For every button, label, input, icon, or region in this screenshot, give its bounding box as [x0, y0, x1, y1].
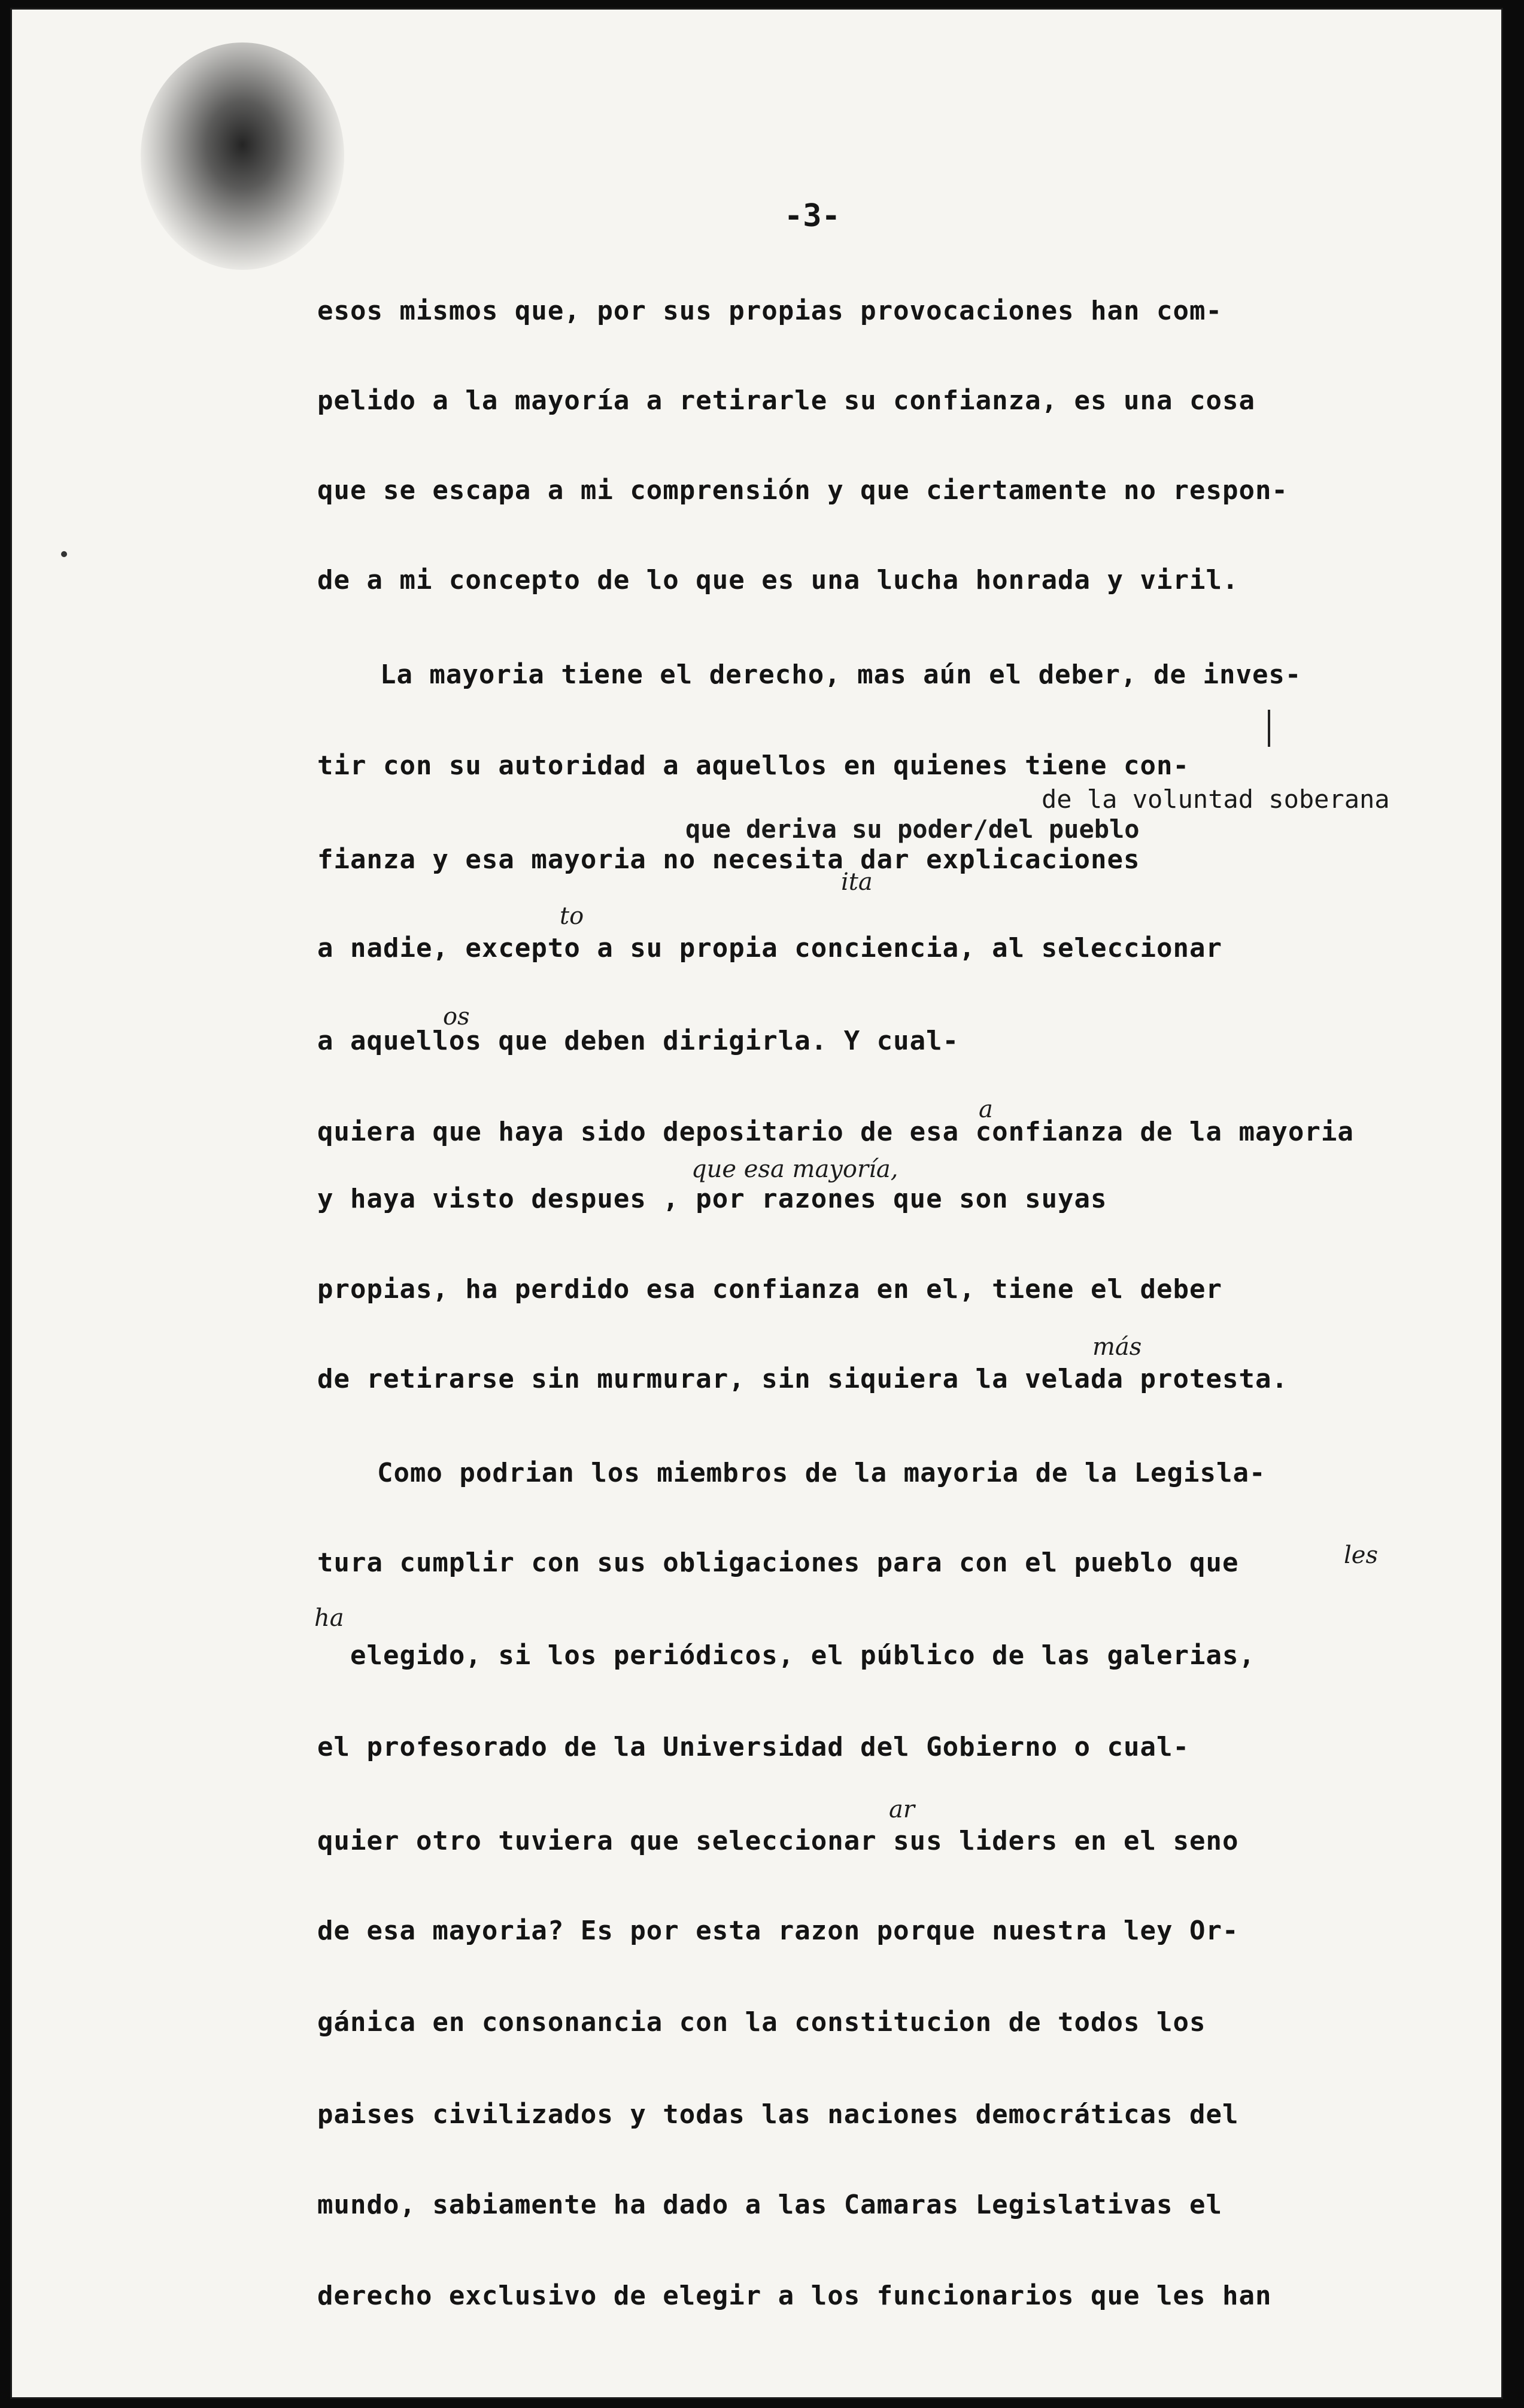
handwritten-note: os [443, 1003, 470, 1030]
text-line: esos mismos que, por sus propias provocaciones han com- [317, 296, 1222, 326]
text-line: que se escapa a mi comprensión y que ciertamente no respon- [317, 475, 1288, 506]
text-line: derecho exclusivo de elegir a los funcionarios que les han [317, 2281, 1272, 2311]
text-line: gánica en consonancia con la constitucion de todos los [317, 2007, 1206, 2038]
text-line: quier otro tuviera que seleccionar sus liders en el seno [317, 1826, 1239, 1856]
handwritten-note: ha [314, 1604, 344, 1632]
handwritten-note: ar [889, 1796, 915, 1823]
handwritten-note: más [1092, 1333, 1142, 1361]
text-line: propias, ha perdido esa confianza en el, tiene el deber [317, 1274, 1222, 1305]
text-line: quiera que haya sido depositario de esa confianza de la mayoria [317, 1117, 1354, 1147]
handwritten-note: les [1344, 1542, 1378, 1569]
text-line: paises civilizados y todas las naciones democráticas del [317, 2099, 1239, 2130]
text-line: tir con su autoridad a aquellos en quienes tiene con- [317, 750, 1189, 781]
handwritten-note: que esa mayoría, [691, 1156, 898, 1183]
text-line: fianza y esa mayoria no necesita dar explicaciones [317, 844, 1140, 875]
text-line: La mayoria tiene el derecho, mas aún el deber, de inves- [314, 659, 1302, 690]
handwritten-note: ita [841, 868, 873, 896]
typed-insert: que deriva su poder/del pueblo [685, 814, 1140, 844]
text-line: de esa mayoria? Es por esta razon porque nuestra ley Or- [317, 1916, 1239, 1946]
typed-insert: de la voluntad soberana [1042, 785, 1390, 814]
text-line: el profesorado de la Universidad del Gobierno o cual- [317, 1732, 1189, 1762]
text-line: a nadie, excepto a su propia conciencia, al seleccionar [317, 933, 1222, 963]
typed-body [12, 10, 1501, 2397]
text-line: mundo, sabiamente ha dado a las Camaras Legislativas el [317, 2190, 1222, 2220]
handwritten-note: a [979, 1096, 993, 1123]
text-line: y haya visto despues , por razones que son suyas [317, 1184, 1107, 1214]
handwritten-note: to [560, 902, 584, 930]
document-page [12, 10, 1501, 2397]
text-line: pelido a la mayoría a retirarle su confianza, es una cosa [317, 385, 1255, 416]
page-number: -3- [784, 198, 840, 234]
text-line: de a mi concepto de lo que es una lucha honrada y viril. [317, 565, 1239, 595]
text-line: de retirarse sin murmurar, sin siquiera la velada protesta. [317, 1364, 1288, 1394]
text-line: tura cumplir con sus obligaciones para con el pueblo que [317, 1547, 1239, 1578]
text-line: a aquellos que deben dirigirla. Y cual- [317, 1026, 960, 1056]
text-line: elegido, si los periódicos, el público de las galerias, [317, 1640, 1255, 1671]
text-line: Como podrian los miembros de la mayoria de la Legisla- [311, 1458, 1266, 1488]
